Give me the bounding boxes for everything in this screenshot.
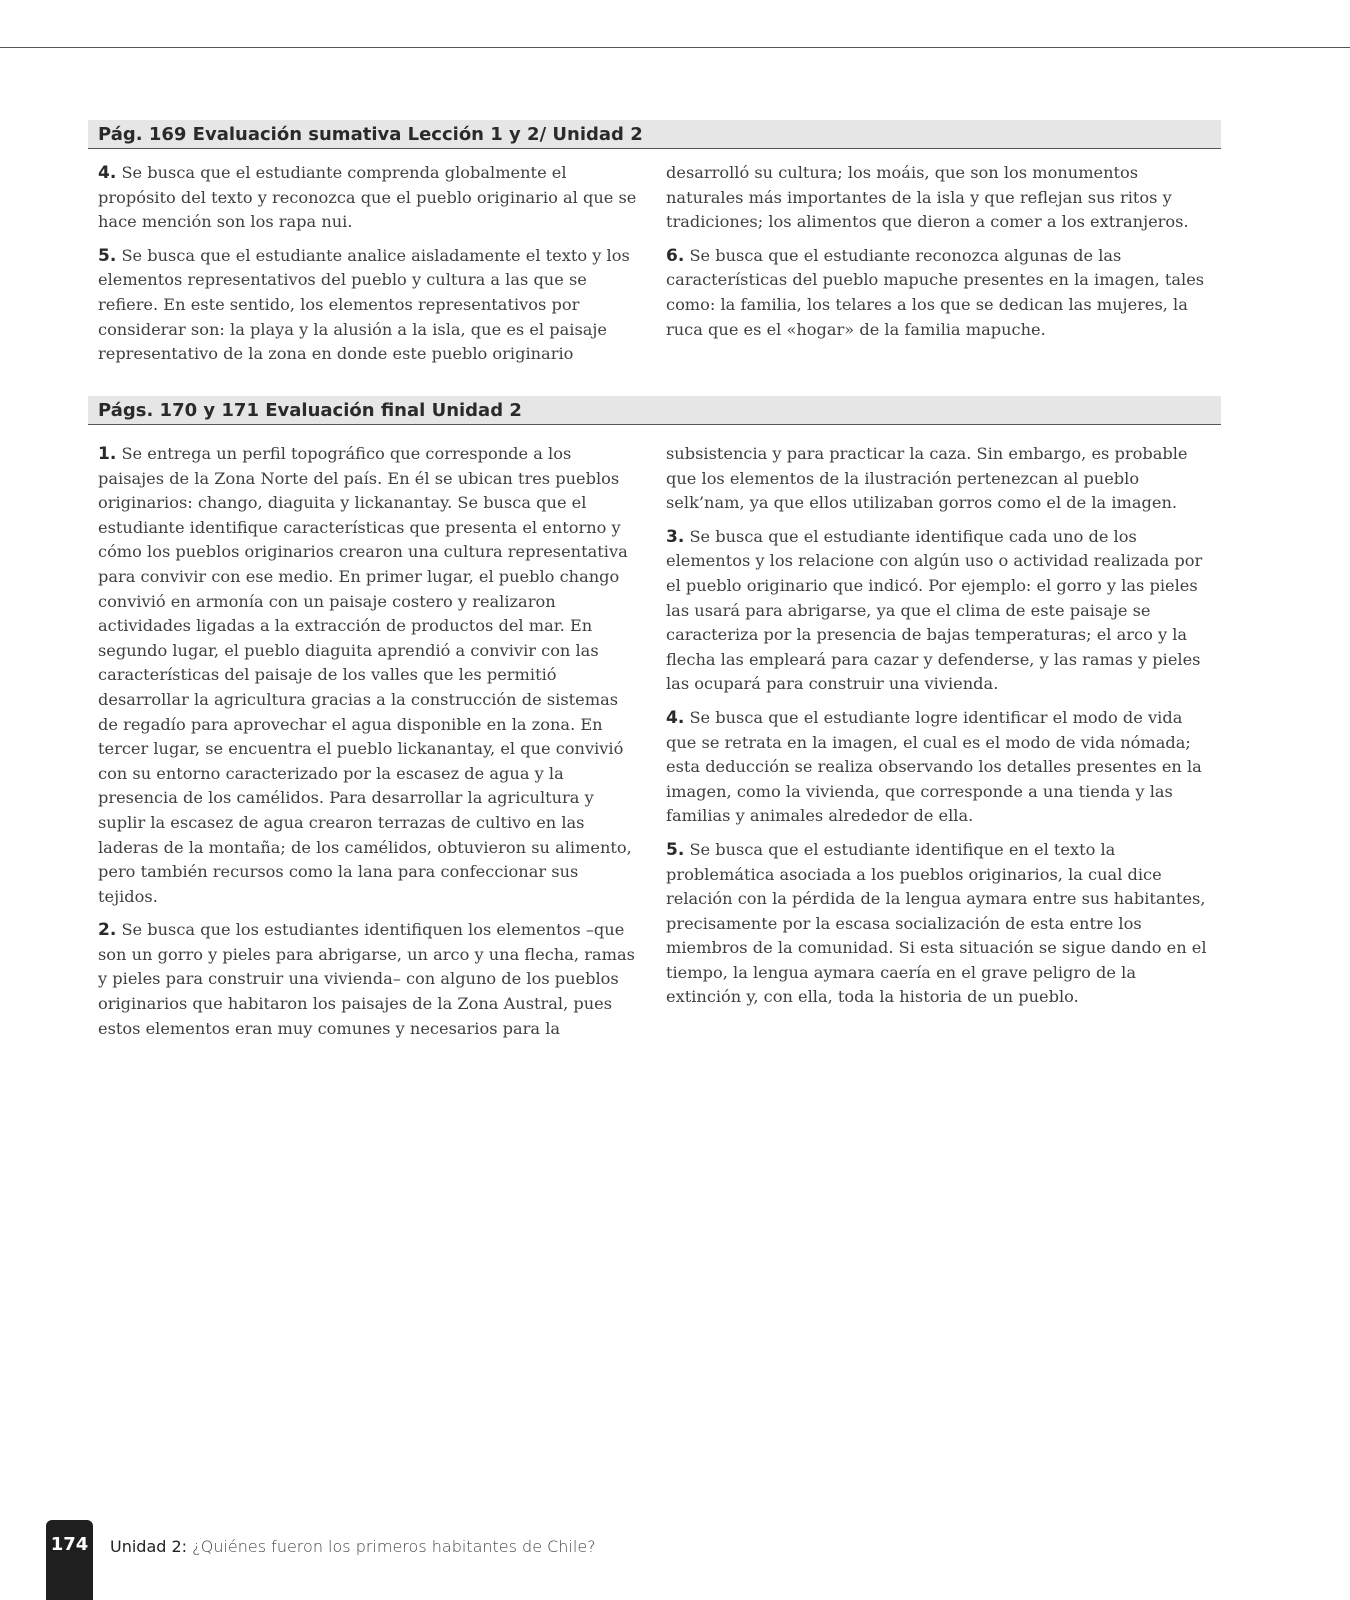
item-number: 4. — [666, 707, 685, 728]
item-text: Se entrega un perfil topográfico que corresponde a los paisajes de la Zona Norte del país. En él se ubican tres pueblos originarios: chango, diaguita y lickanantay. Se busca que el estudiante identifique características que presenta el entorno y cómo los pueblos originarios crearon una cultura representativa para convivir con ese medio. En primer lugar, el pueblo chango convivió en armonía con un paisaje costero y realizaron actividades ligadas a la extracción de productos del mar. En segundo lugar, el pueblo diaguita aprendió a convivir con las características del paisaje de los valles que les permitió desarrollar la agricultura gracias a la construcción de sistemas de regadío para aprovechar el agua disponible en la zona. En tercer lugar, se encuentra el pueblo lickanantay, el que convivió con su entorno caracterizado por la escasez de agua y la presencia de los camélidos. Para desarrollar la agricultura y suplir la escasez de agua crearon terrazas de cultivo en las laderas de la montaña; de los camélidos, obtuvieron su alimento, pero también recursos como la lana para confeccionar sus tejidos. — [98, 444, 632, 906]
answer-item — [666, 244, 1211, 342]
section-final — [88, 396, 1221, 1050]
left-column — [98, 442, 639, 1050]
footer-unit-title: ¿Quiénes fueron los primeros habitantes de Chile? — [192, 1537, 596, 1556]
answer-item — [666, 442, 1211, 516]
section-header: Pág. 169 Evaluación sumativa Lección 1 y 2/ Unidad 2 — [88, 120, 1221, 149]
item-number: 4. — [98, 163, 117, 183]
item-text: Se busca que el estudiante identifique en el texto la problemática asociada a los pueblos originarios, la cual dice relación con la pérdida de la lengua aymara entre sus habitantes, precisamente por la escasa socialización de esta entre los miembros de la comunidad. Si esta situación se sigue dando en el tiempo, la lengua aymara caería en el grave peligro de la extinción y, con ella, toda la historia de un pueblo. — [666, 839, 1207, 1007]
answer-item — [98, 161, 639, 235]
item-text: Se busca que el estudiante reconozca algunas de las características del pueblo mapuche presentes en la imagen, tales como: la familia, los telares a los que se dedican las mujeres, la ruca que es el «hogar» de la familia mapuche. — [666, 245, 1205, 339]
page-number: 174 — [50, 1534, 89, 1555]
answer-item — [666, 525, 1211, 697]
item-text: Se busca que los estudiantes identifiquen los elementos –que son un gorro y pieles para abrigarse, un arco y una flecha, ramas y pieles para construir una vivienda– con alguno de los pueblos originarios que habitaron los paisajes de la Zona Austral, pues estos elementos eran muy comunes y necesarios para la — [98, 920, 635, 1038]
answer-item — [98, 918, 639, 1041]
right-column — [666, 161, 1211, 376]
item-text: desarrolló su cultura; los moáis, que son los monumentos naturales más importantes de la isla y que reflejan sus ritos y tradiciones; los alimentos que dieron a comer a los extranjeros. — [666, 163, 1189, 232]
item-text: subsistencia y para practicar la caza. Sin embargo, es probable que los elementos de la ilustración pertenezcan al pueblo selk’nam, ya que ellos utilizaban gorros como el de la imagen. — [666, 444, 1188, 513]
section-sumativa — [88, 120, 1221, 376]
item-number: 5. — [666, 839, 685, 860]
top-rule — [0, 47, 1350, 48]
section-header: Págs. 170 y 171 Evaluación final Unidad 2 — [88, 396, 1221, 425]
answer-item — [666, 161, 1211, 235]
left-column — [98, 161, 639, 376]
item-number: 5. — [98, 245, 117, 266]
item-number: 3. — [666, 526, 685, 547]
item-text: Se busca que el estudiante logre identificar el modo de vida que se retrata en la imagen, el cual es el modo de vida nómada; esta deducción se realiza observando los detalles presentes en la imagen, como la vivienda, que corresponde a una tienda y las familias y animales alrededor de ella. — [666, 707, 1202, 826]
item-text: Se busca que el estudiante identifique cada uno de los elementos y los relacione con algún uso o actividad realizada por el pueblo originario que indicó. Por ejemplo: el gorro y las pieles las usará para abrigarse, ya que el clima de este paisaje se caracteriza por la presencia de bajas temperaturas; el arco y la flecha las empleará para cazar y defenderse, y las ramas y pieles las ocupará para construir una vivienda. — [666, 526, 1203, 694]
item-text: Se busca que el estudiante analice aisladamente el texto y los elementos representativos del pueblo y cultura a las que se refiere. En este sentido, los elementos representativos por considerar son: la playa y la alusión a la isla, que es el paisaje representativo de la zona en donde este pueblo originario — [98, 245, 630, 364]
item-number: 6. — [666, 245, 685, 266]
answer-item — [98, 442, 639, 909]
right-column — [666, 442, 1211, 1050]
page-number-tab — [46, 1520, 93, 1600]
item-text: Se busca que el estudiante comprenda globalmente el propósito del texto y reconozca que el pueblo originario al que se hace mención son los rapa nui. — [98, 163, 637, 232]
answer-item — [666, 706, 1211, 829]
item-number: 2. — [98, 920, 117, 941]
running-footer — [110, 1537, 596, 1556]
answer-item — [98, 244, 639, 367]
item-number: 1. — [98, 444, 117, 464]
footer-unit-label: Unidad 2: — [110, 1537, 188, 1556]
answer-item — [666, 838, 1211, 1010]
